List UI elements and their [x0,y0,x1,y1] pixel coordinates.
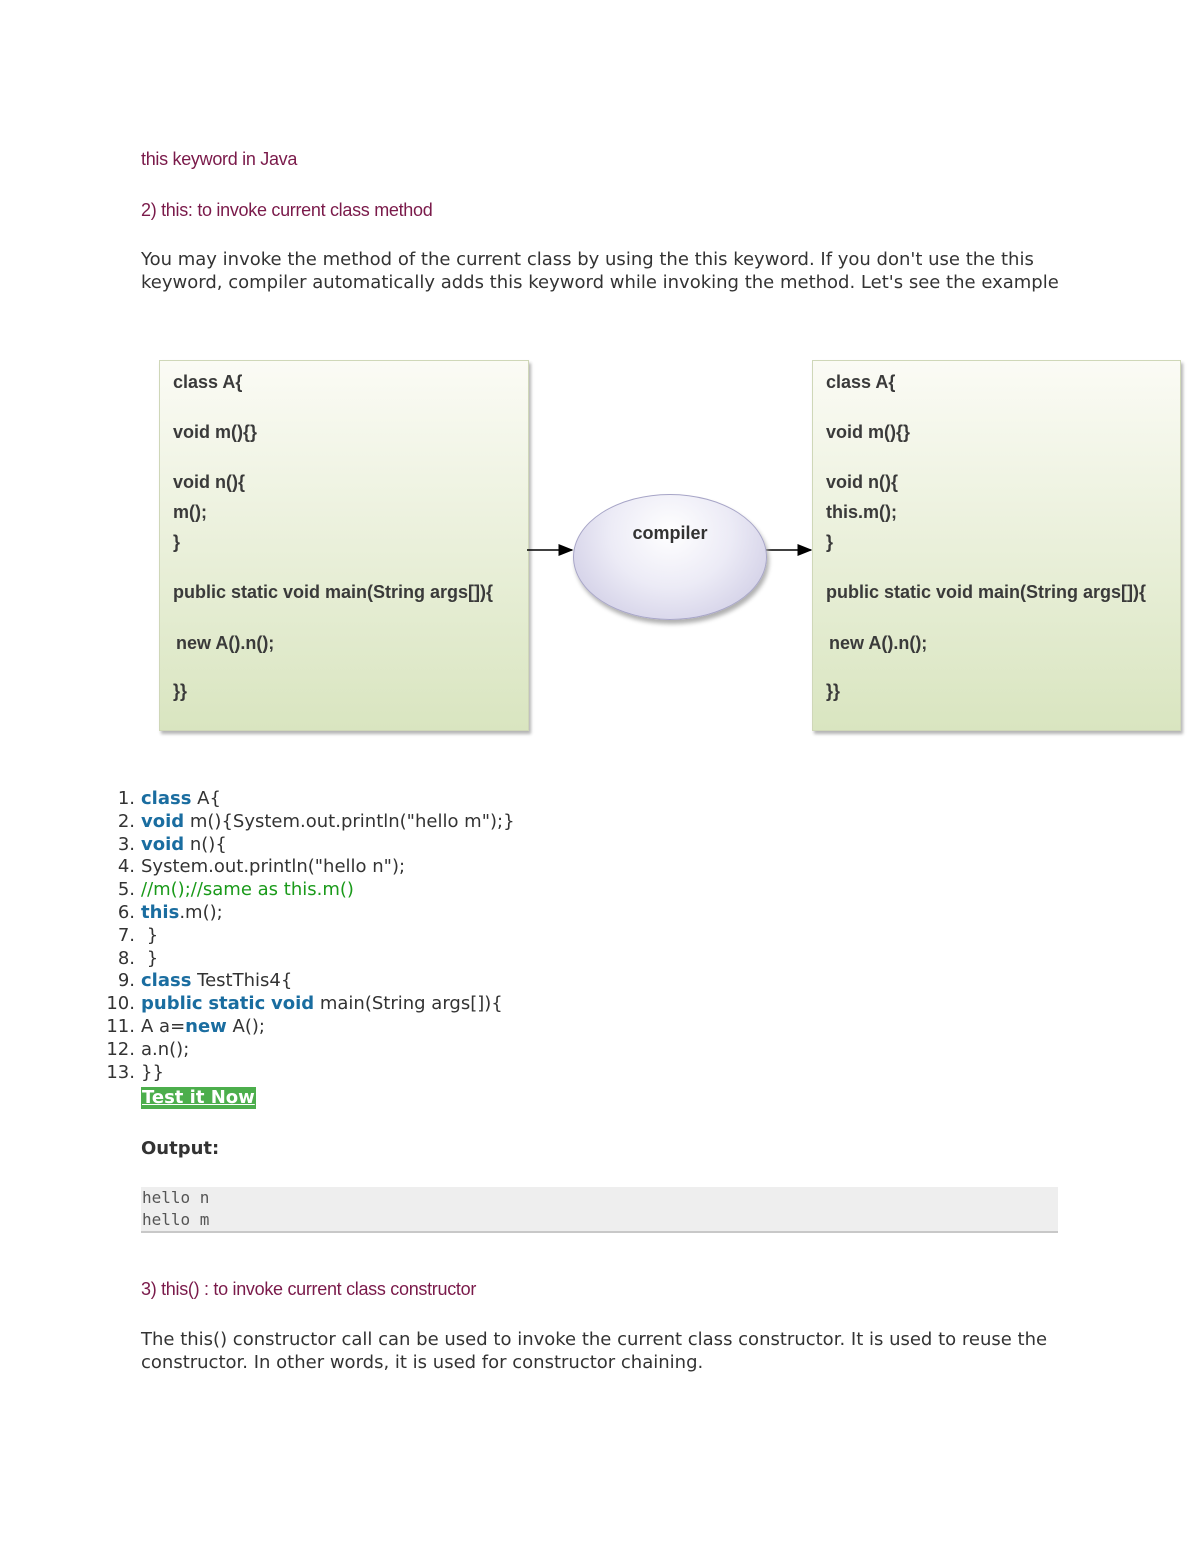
line-number: 9. [117,970,135,992]
code-token: n(){ [184,833,227,855]
code-keyword: class [141,788,192,809]
output-box [141,1187,1058,1233]
output-line: hello n [142,1188,210,1207]
code-text [141,879,354,900]
code-keyword: static [208,993,266,1015]
source-line: void n(){ [173,472,245,492]
code-keyword: this [141,902,180,923]
output-label: Output: [141,1138,220,1159]
constructor-paragraph: The this() constructor call can be used to invoke the current class constructor. It is used to reuse the constructor. In other words, it is used for constructor chaining. [141,1329,1048,1373]
line-number: 3. [117,833,135,855]
code-keyword: void [141,810,185,832]
code-text [141,948,158,969]
code-token: a.n(); [141,1038,190,1060]
code-text [141,1062,164,1083]
code-text [141,993,503,1014]
code-text [141,1016,265,1037]
test-it-now-button[interactable]: Test it Now [142,1087,255,1108]
code-text [141,970,292,991]
source-line: } [173,532,181,552]
source-line: }} [173,681,188,701]
code-token: }} [141,1061,164,1083]
line-number: 2. [117,810,135,832]
code-comment: //m();//same as this.m() [141,879,354,901]
line-number: 7. [117,924,135,946]
compiled-line: class A{ [826,372,896,392]
code-keyword: void [270,993,315,1015]
compiled-line: public static void main(String args[]){ [826,582,1147,602]
code-token: System.out.println("hello n"); [141,856,406,878]
code-token: main(String args[]){ [314,993,503,1015]
code-keyword: public [141,993,203,1015]
code-token: TestThis4{ [191,970,293,992]
compiled-line: void n(){ [826,472,898,492]
code-text [141,1039,189,1060]
source-line: m(); [173,502,207,522]
source-line: class A{ [173,372,243,392]
compiled-line: void m(){} [826,422,911,442]
code-token: A a= [141,1016,186,1037]
intro-paragraph: You may invoke the method of the current class by using the this keyword. If you don't use the this keyword, compiler automatically adds this keyword while invoking the method. Let's see the example [141,249,1059,293]
section-3-heading: 3) this() : to invoke current class constructor [141,1279,477,1299]
line-number: 1. [117,788,135,809]
page-title: this keyword in Java [141,149,298,169]
code-text [141,925,158,946]
line-number: 11. [106,1016,135,1037]
line-number: 12. [106,1038,135,1060]
line-number: 6. [117,902,135,923]
compiler-ellipse [573,494,767,620]
source-line: new A().n(); [176,633,275,653]
line-number: 8. [117,947,135,969]
code-token: } [141,924,159,946]
line-number: 4. [117,856,135,878]
code-token: .m(); [179,902,223,923]
compiler-label: compiler [632,523,708,543]
code-text [141,811,515,832]
section-2-heading: 2) this: to invoke current class method [141,200,433,220]
line-number: 5. [117,879,135,901]
code-text [141,902,223,923]
code-text [141,788,221,809]
line-number: 13. [106,1061,135,1083]
compiled-line: } [826,532,834,552]
code-keyword: new [185,1016,227,1037]
source-line: public static void main(String args[]){ [173,582,494,602]
output-line: hello m [142,1210,210,1229]
compiled-line: }} [826,681,841,701]
source-line: void m(){} [173,422,258,442]
compiled-line: this.m(); [826,502,897,522]
code-token: A(); [226,1016,265,1037]
code-keyword: void [141,833,185,855]
line-number: 10. [106,993,135,1015]
compiled-line: new A().n(); [829,633,928,653]
compiled-code-box [812,360,1181,731]
code-text [141,856,405,877]
code-token: m(){System.out.println("hello m");} [184,810,515,832]
code-keyword: class [141,970,192,992]
code-text [141,834,227,855]
code-token: A{ [191,788,221,809]
code-token: } [141,947,159,969]
